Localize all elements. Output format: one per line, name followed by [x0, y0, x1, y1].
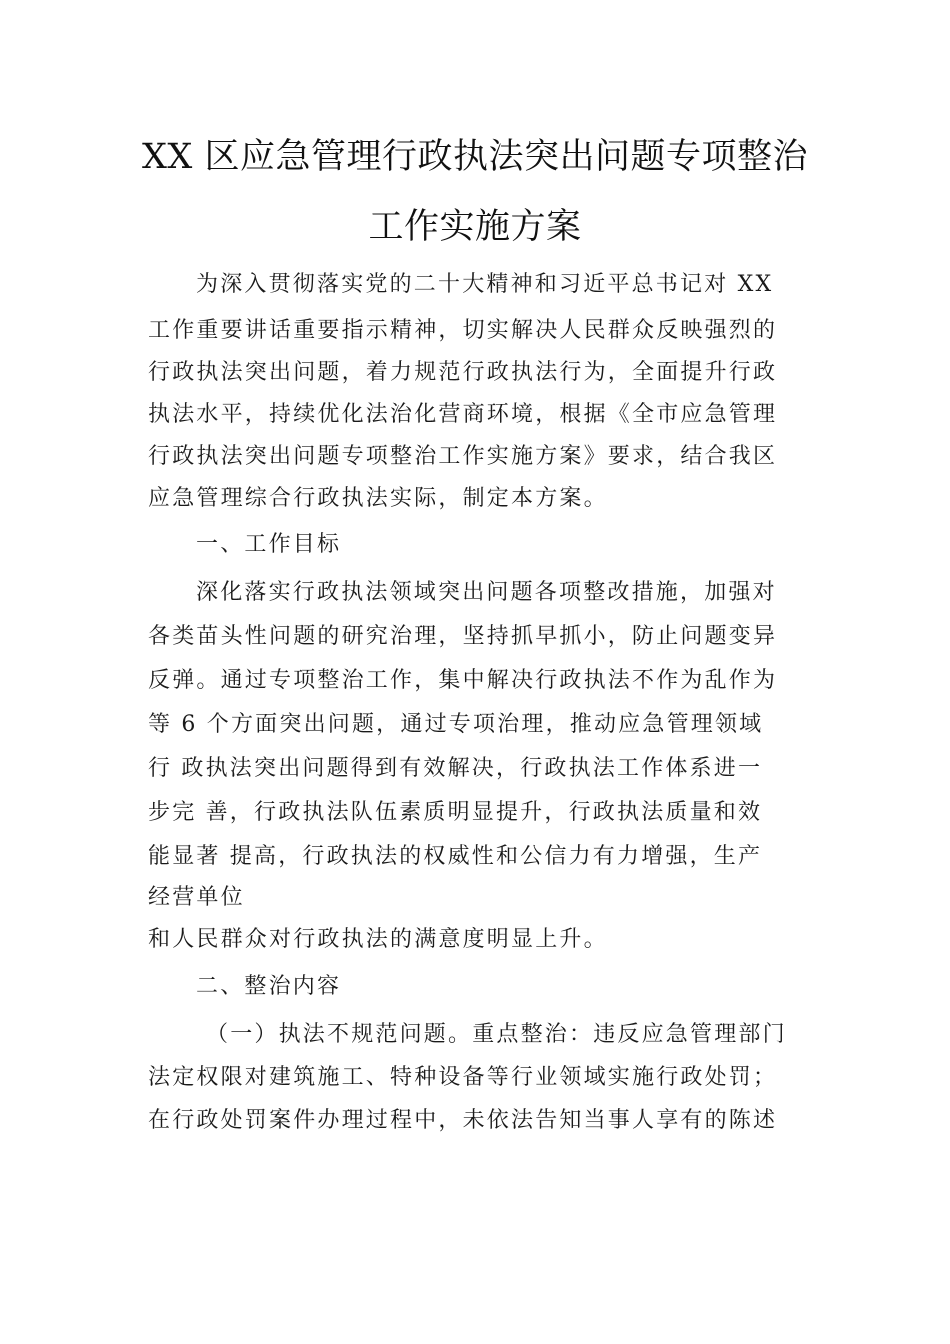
intro-line: 行政执法突出问题专项整治工作实施方案》要求，结合我区 [148, 444, 778, 469]
document-title-line-1: XX 区应急管理行政执法突出问题专项整治 [142, 137, 808, 177]
section-1-heading: 一、工作目标 [196, 532, 342, 557]
section-1-line: 经营单位 [148, 885, 245, 910]
section-2-line: （一）执法不规范问题。重点整治：违反应急管理部门 [206, 1022, 787, 1047]
intro-line: 执法水平，持续优化法治化营商环境，根据《全市应急管理 [148, 402, 778, 427]
intro-line: 为深入贯彻落实党的二十大精神和习近平总书记对 XX [196, 272, 774, 297]
section-1-line: 等 6 个方面突出问题，通过专项治理，推动应急管理领域 [148, 712, 764, 737]
section-1-line: 步完 善，行政执法队伍素质明显提升，行政执法质量和效 [148, 800, 763, 825]
section-2-heading: 二、整治内容 [196, 974, 342, 999]
section-1-line: 反弹。通过专项整治工作，集中解决行政执法不作为乱作为 [148, 668, 778, 693]
section-1-line: 能显著 提高，行政执法的权威性和公信力有力增强，生产 [148, 844, 763, 869]
intro-line: 应急管理综合行政执法实际，制定本方案。 [148, 486, 608, 511]
section-2-line: 法定权限对建筑施工、特种设备等行业领域实施行政处罚； [148, 1065, 778, 1090]
section-1-line: 各类苗头性问题的研究治理，坚持抓早抓小，防止问题变异 [148, 624, 778, 649]
intro-line: 工作重要讲话重要指示精神，切实解决人民群众反映强烈的 [148, 318, 778, 343]
section-1-line: 深化落实行政执法领域突出问题各项整改措施，加强对 [196, 580, 777, 605]
section-1-line: 行 政执法突出问题得到有效解决，行政执法工作体系进一 [148, 756, 763, 781]
document-title-line-2: 工作实施方案 [368, 207, 582, 247]
intro-line: 行政执法突出问题，着力规范行政执法行为，全面提升行政 [148, 360, 778, 385]
section-1-line: 和人民群众对行政执法的满意度明显上升。 [148, 927, 608, 952]
section-2-line: 在行政处罚案件办理过程中，未依法告知当事人享有的陈述 [148, 1108, 778, 1133]
